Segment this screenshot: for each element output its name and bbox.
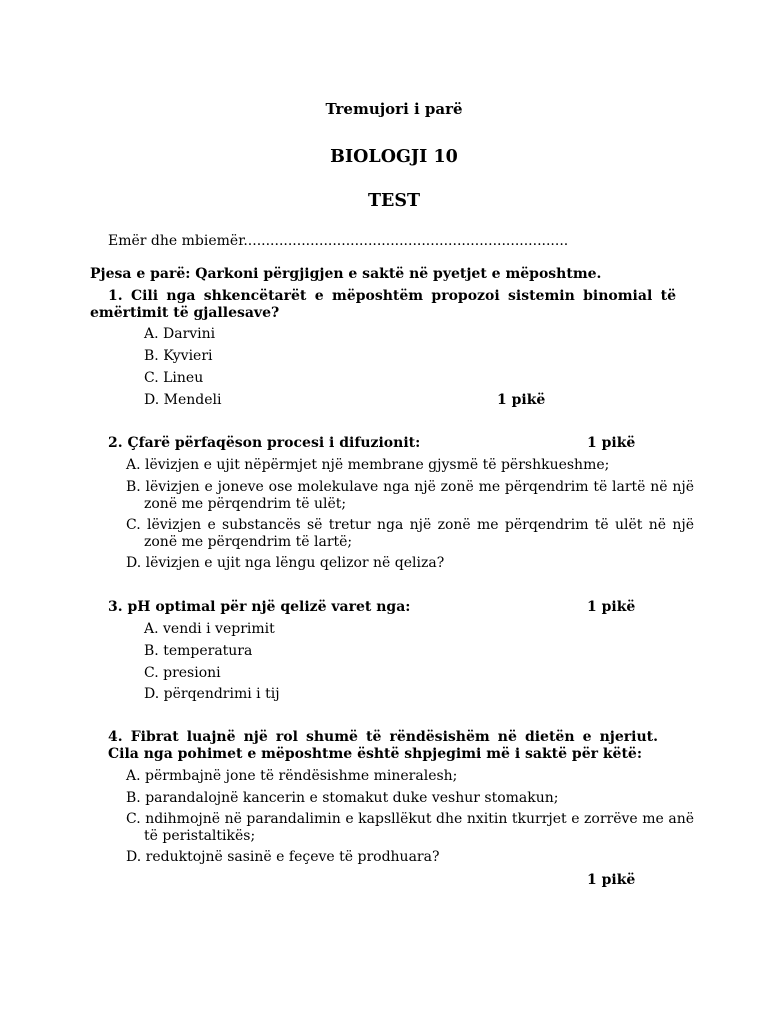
q3-option-d: D. përqendrimi i tij <box>144 686 280 702</box>
q4-option-d: D. reduktojnë sasinë e feçeve të prodhuara? <box>126 849 440 865</box>
question-1-text: 1. Cili nga shkencëtarët e mëposhtëm propozoi sistemin binomial të emërtimit të gjallesave? <box>90 288 676 321</box>
subject-title: BIOLOGJI 10 <box>330 147 458 167</box>
q1-points: 1 pikë <box>497 392 546 408</box>
q1-option-a: A. Darvini <box>144 326 216 342</box>
q2-option-a: A. lëvizjen e ujit nëpërmjet një membrane gjysmë të përshkueshme; <box>126 457 610 473</box>
section-instruction: Pjesa e parë: Qarkoni përgjigjen e saktë në pyetjet e mëposhtme. <box>90 266 602 282</box>
question-2-text: 2. Çfarë përfaqëson procesi i difuzionit: <box>108 435 421 451</box>
term-heading: Tremujori i parë <box>325 100 463 118</box>
q3-option-a: A. vendi i veprimit <box>144 621 275 637</box>
q2-option-d: D. lëvizjen e ujit nga lëngu qelizor në qeliza? <box>126 555 445 571</box>
question-4-text: 4. Fibrat luajnë një rol shumë të rëndësishëm në dietën e njeriut. Cila nga pohimet e mëposhtme është shpjegimi më i saktë për këtë: <box>108 729 658 762</box>
q2-option-b: B. lëvizjen e joneve ose molekulave nga një zonë me përqendrim të lartë në një zonë me përqendrim të ulët; <box>126 479 694 512</box>
question-3-text: 3. pH optimal për një qelizë varet nga: <box>108 599 411 615</box>
q3-option-b: B. temperatura <box>144 643 253 659</box>
q1-option-d: D. Mendeli <box>144 392 222 408</box>
q1-option-c: C. Lineu <box>144 370 204 386</box>
name-field-line: Emër dhe mbiemër......................................................................... <box>108 233 569 249</box>
q4-option-a: A. përmbajnë jone të rëndësishme mineralesh; <box>126 768 458 784</box>
test-title: TEST <box>367 191 421 211</box>
q3-option-c: C. presioni <box>144 665 221 681</box>
q4-option-c: C. ndihmojnë në parandalimin e kapsllëkut dhe nxitin tkurrjet e zorrëve me anë të peristaltikës; <box>126 811 694 844</box>
q3-points: 1 pikë <box>587 599 636 615</box>
q1-option-b: B. Kyvieri <box>144 348 213 364</box>
q2-option-c: C. lëvizjen e substancës së tretur nga një zonë me përqendrim të ulët në një zonë me përqendrim të lartë; <box>126 517 694 550</box>
q2-points: 1 pikë <box>587 435 636 451</box>
q4-points: 1 pikë <box>587 872 636 888</box>
q4-option-b: B. parandalojnë kancerin e stomakut duke veshur stomakun; <box>126 790 559 806</box>
